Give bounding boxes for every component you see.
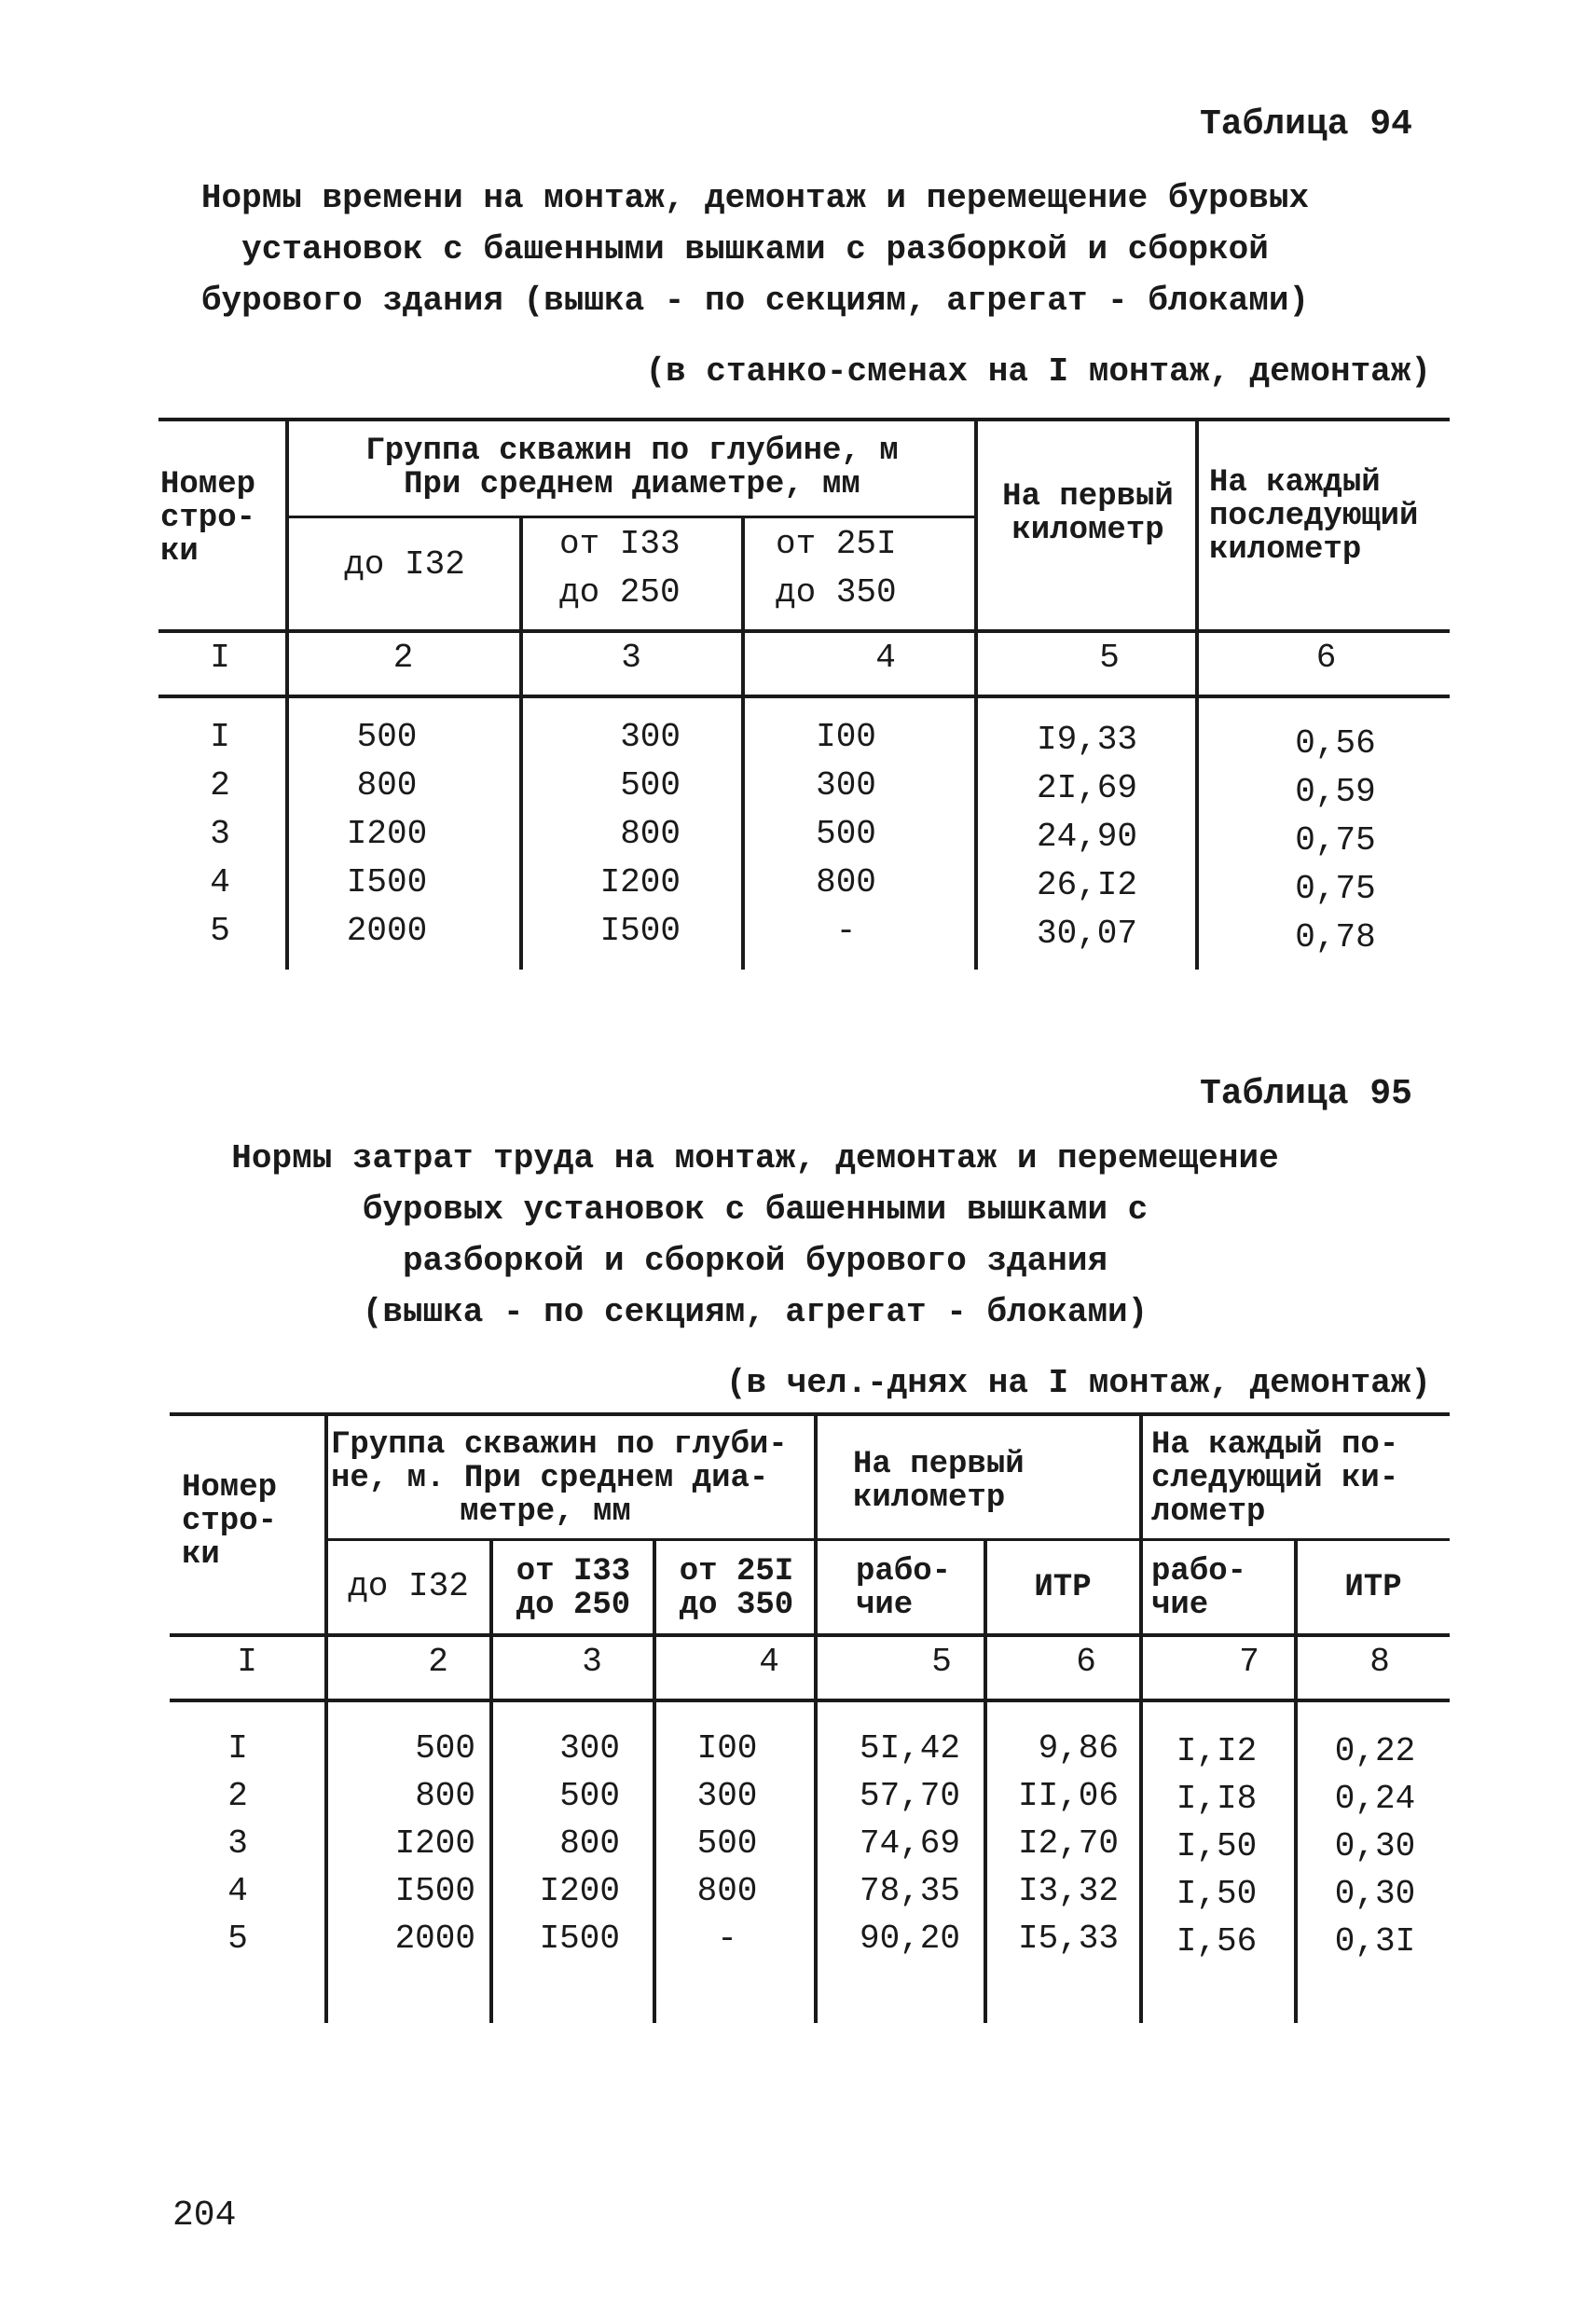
cell-first-km-workers: 90,20 [859,1920,960,1958]
cell-d1: I500 [346,863,428,901]
cell-d1: I200 [346,815,428,853]
cell-next-km-itr: 0,24 [1334,1780,1416,1818]
rule [984,1538,987,2023]
row-number: I [210,718,230,756]
header-depth-d2 [494,1555,653,1622]
cell-first-km: 30,07 [1036,915,1137,953]
header-row-number [182,1471,322,1572]
header-depth-d2 [559,520,736,617]
header-line: При среднем диаметре, мм [404,467,860,502]
header-line: На первый [853,1447,1025,1482]
header-line: километр [1011,513,1164,548]
header-line: от 25I [776,525,897,563]
header-line: от I33 [559,525,681,563]
header-line: На каждый [1209,465,1381,501]
cell-next-km-workers: I,I2 [1176,1732,1258,1770]
cell-first-km-workers: 74,69 [859,1824,960,1863]
header-line: чие [1151,1588,1209,1623]
table-95-label: Таблица 95 [1199,1074,1412,1114]
cell-next-km-workers: I,50 [1176,1827,1258,1865]
cell-d1: 800 [415,1777,475,1815]
cell-first-km-itr: 9,86 [1038,1729,1119,1768]
cell-next-km-itr: 0,30 [1334,1827,1416,1865]
cell-d3: 500 [816,815,876,853]
row-number: I [227,1729,248,1768]
table-95-units: (в чел.-днях на I монтаж, демонтаж) [725,1364,1431,1402]
rule [1294,1538,1298,2023]
rule [974,418,978,970]
row-number: 3 [210,815,230,853]
header-depth-group [291,434,973,502]
rule [653,1538,656,2023]
cell-first-km-workers: 78,35 [859,1872,960,1910]
cell-d1: 500 [356,718,418,756]
header-first-km-itr: ИТР [1034,1570,1092,1605]
header-line: метре, мм [460,1494,631,1530]
table-94-label: Таблица 94 [1199,104,1412,144]
header-row-number [160,468,282,569]
header-line: ки [160,534,199,570]
cell-d3: 500 [696,1824,758,1863]
cell-d3: 300 [816,766,876,805]
cell-d1: 500 [415,1729,475,1768]
header-line: лометр [1151,1494,1266,1530]
title-line: разборкой и сборкой бурового здания [402,1242,1108,1280]
title-line: бурового здания (вышка - по секциям, агрегат - блоками) [200,282,1310,320]
column-number: 4 [759,1643,779,1681]
header-line: до 250 [559,573,681,612]
row-number: 3 [227,1824,248,1863]
title-line: (вышка - по секциям, агрегат - блоками) [362,1293,1149,1331]
column-number: 5 [931,1643,952,1681]
header-line: стро- [160,501,256,536]
header-next-km-workers [1151,1555,1291,1622]
cell-next-km: 0,56 [1295,724,1376,763]
header-line: километр [1209,532,1362,568]
cell-first-km: 24,90 [1036,818,1137,856]
column-number: 7 [1239,1643,1259,1681]
cell-d3: - [835,912,857,950]
header-line: чие [856,1588,914,1623]
row-number: 2 [227,1777,248,1815]
header-line: рабо- [856,1554,952,1590]
cell-first-km-itr: I2,70 [1017,1824,1119,1863]
rule [1139,1412,1143,2023]
cell-d2: I200 [539,1872,620,1910]
column-number: 4 [875,639,896,677]
column-number: I [210,639,230,677]
cell-next-km-itr: 0,30 [1334,1875,1416,1913]
column-number: 3 [621,639,641,677]
header-line: Номер [160,467,256,502]
cell-first-km: I9,33 [1036,721,1137,759]
column-number: 3 [582,1643,602,1681]
cell-first-km-workers: 57,70 [859,1777,960,1815]
cell-next-km: 0,78 [1295,918,1376,956]
header-depth-d3 [657,1555,816,1622]
header-line: На первый [1002,479,1174,515]
cell-d2: 500 [620,766,681,805]
header-depth-d1: до I32 [344,545,465,584]
cell-first-km-itr: II,06 [1017,1777,1119,1815]
row-number: 5 [210,912,230,950]
rule [285,418,289,970]
cell-d2: I500 [539,1920,620,1958]
header-first-km-workers [856,1555,982,1622]
cell-d1: I200 [394,1824,475,1863]
header-line: последующий [1209,499,1419,534]
table-95-title [149,1133,1361,1338]
column-number: I [237,1643,257,1681]
header-line: до 350 [776,573,897,612]
cell-d3: - [717,1920,737,1958]
header-line: Группа скважин по глубине, м [365,434,899,469]
cell-d2: 500 [559,1777,620,1815]
rule [489,1538,493,2023]
cell-first-km-itr: I5,33 [1017,1920,1119,1958]
header-line: ки [182,1537,220,1573]
header-first-km [981,480,1195,547]
rule [326,1538,1450,1541]
rule [158,695,1450,698]
rule [324,1412,328,2023]
title-line: буровых установок с башенными вышками с [362,1190,1149,1229]
column-number: 6 [1076,1643,1096,1681]
header-next-km [1209,466,1452,567]
row-number: 4 [227,1872,248,1910]
header-line: следующий ки- [1151,1461,1399,1496]
header-depth-d1: до I32 [348,1567,469,1605]
column-number: 2 [428,1643,448,1681]
header-line: На каждый по- [1151,1427,1399,1463]
cell-d2: I500 [599,912,681,950]
cell-d2: 300 [620,718,681,756]
cell-next-km: 0,59 [1295,773,1376,811]
cell-next-km: 0,75 [1295,821,1376,860]
header-line: Номер [182,1470,278,1506]
cell-d3: 800 [816,863,876,901]
cell-next-km-workers: I,I8 [1176,1780,1258,1818]
column-number: 8 [1369,1643,1390,1681]
cell-d1: I500 [394,1872,475,1910]
cell-d1: 2000 [346,912,428,950]
cell-first-km: 2I,69 [1036,769,1137,807]
header-line: до 350 [679,1588,794,1623]
header-depth-d3 [776,520,962,617]
cell-d1: 2000 [394,1920,475,1958]
header-first-km [853,1448,1133,1515]
cell-d3: I00 [816,718,876,756]
cell-first-km-workers: 5I,42 [859,1729,960,1768]
row-number: 5 [227,1920,248,1958]
rule [158,629,1450,633]
header-line: стро- [182,1504,278,1539]
header-line: от I33 [516,1554,631,1590]
title-line: Нормы затрат труда на монтаж, демонтаж и перемещение [231,1139,1279,1177]
table-94-title [149,172,1361,326]
cell-d3: I00 [696,1729,758,1768]
row-number: 4 [210,863,230,901]
header-depth-group [331,1428,816,1529]
row-number: 2 [210,766,230,805]
header-line: до 250 [516,1588,631,1623]
cell-d2: 800 [620,815,681,853]
header-next-km-itr: ИТР [1344,1570,1402,1605]
header-line: километр [853,1480,1006,1516]
header-line: рабо- [1151,1554,1247,1590]
cell-next-km-workers: I,50 [1176,1875,1258,1913]
cell-d2: 300 [559,1729,620,1768]
cell-next-km-workers: I,56 [1176,1922,1258,1961]
rule [170,1412,1450,1416]
column-number: 6 [1315,639,1337,677]
column-number: 2 [392,639,414,677]
cell-d1: 800 [356,766,418,805]
rule [158,418,1450,421]
column-number: 5 [1099,639,1120,677]
table-94-units: (в станко-сменах на I монтаж, демонтаж) [645,352,1431,391]
header-next-km [1151,1428,1450,1529]
cell-first-km-itr: I3,32 [1017,1872,1119,1910]
cell-next-km: 0,75 [1295,870,1376,908]
title-line: Нормы времени на монтаж, демонтаж и перемещение буровых [200,179,1310,217]
rule [287,516,977,518]
cell-d3: 800 [696,1872,758,1910]
rule [1195,418,1199,970]
title-line: установок с башенными вышками с разборкой и сборкой [241,230,1269,268]
cell-next-km-itr: 0,3I [1334,1922,1416,1961]
header-line: от 25I [679,1554,794,1590]
rule [519,516,523,970]
header-line: Группа скважин по глуби- [331,1427,788,1463]
page-number: 204 [172,2195,237,2236]
cell-d2: I200 [599,863,681,901]
cell-d2: 800 [559,1824,620,1863]
rule [170,1633,1450,1637]
header-line: не, м. При среднем диа- [331,1461,769,1496]
rule [170,1699,1450,1702]
cell-next-km-itr: 0,22 [1334,1732,1416,1770]
cell-first-km: 26,I2 [1036,866,1137,904]
cell-d3: 300 [696,1777,758,1815]
rule [741,516,745,970]
